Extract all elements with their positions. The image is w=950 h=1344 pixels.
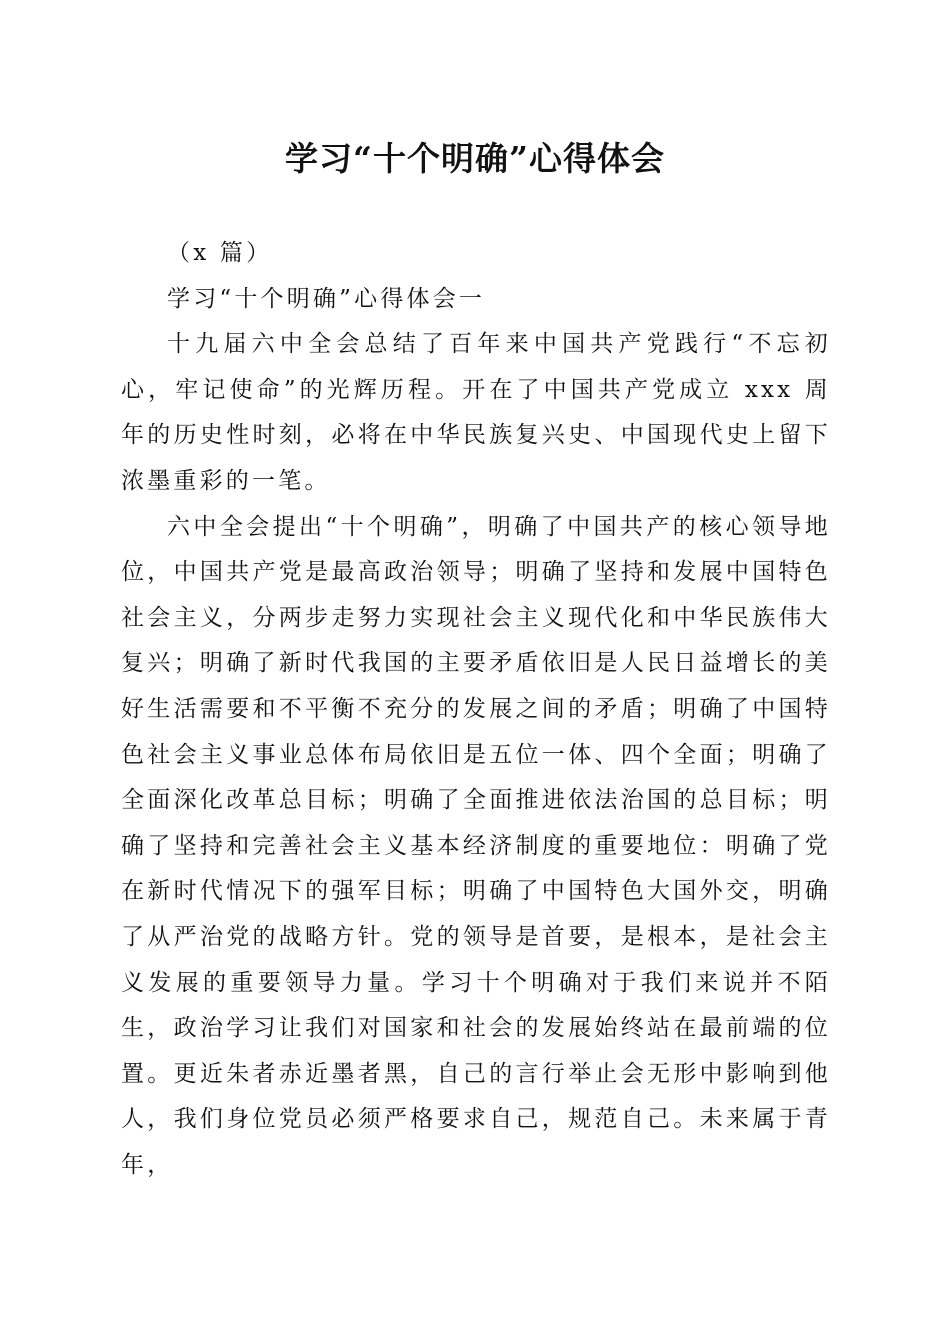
paragraph-subtitle: 学习“十个明确”心得体会一 (167, 285, 486, 312)
paragraph-ten-clarifications: 六中全会提出“十个明确”，明确了中国共产的核心领导地位，中国共产党是最高政治领导；明确了坚持和发展中国特色社会主义，分两步走努力实现社会主义现代化和中华民族伟大复兴；明确了新时代我国的主要矛盾依旧是人民日益增长的美好生活需要和不平衡不充分的发展之间的矛盾；明确了中国特色社会主义事业总体布局依旧是五位一体、四个全面；明确了全面深化改革总目标；明确了全面推进依法治国的总目标；明确了坚持和完善社会主义基本经济制度的重要地位：明确了党在新时代情况下的强军目标；明确了中国特色大国外交，明确了从严治党的战略方针。党的领导是首要，是根本，是社会主义发展的重要领导力量。学习十个明确对于我们来说并不陌生，政治学习让我们对国家和社会的发展始终站在最前端的位置。更近朱者赤近墨者黑，自己的言行举止会无形中影响到他人，我们身位党员必须严格要求自己，规范自己。未来属于青年， (121, 513, 831, 1178)
document-title: 学习“十个明确”心得体会 (285, 139, 665, 178)
paragraph-edition: （x 篇） (167, 240, 273, 266)
paragraph-intro: 十九届六中全会总结了百年来中国共产党践行“不忘初心，牢记使命”的光辉历程。开在了中国共产党成立 xxx 周年的历史性时刻，必将在中华民族复兴史、中国现代史上留下浓墨重彩的一笔。 (121, 331, 831, 494)
document-body (121, 231, 831, 1188)
